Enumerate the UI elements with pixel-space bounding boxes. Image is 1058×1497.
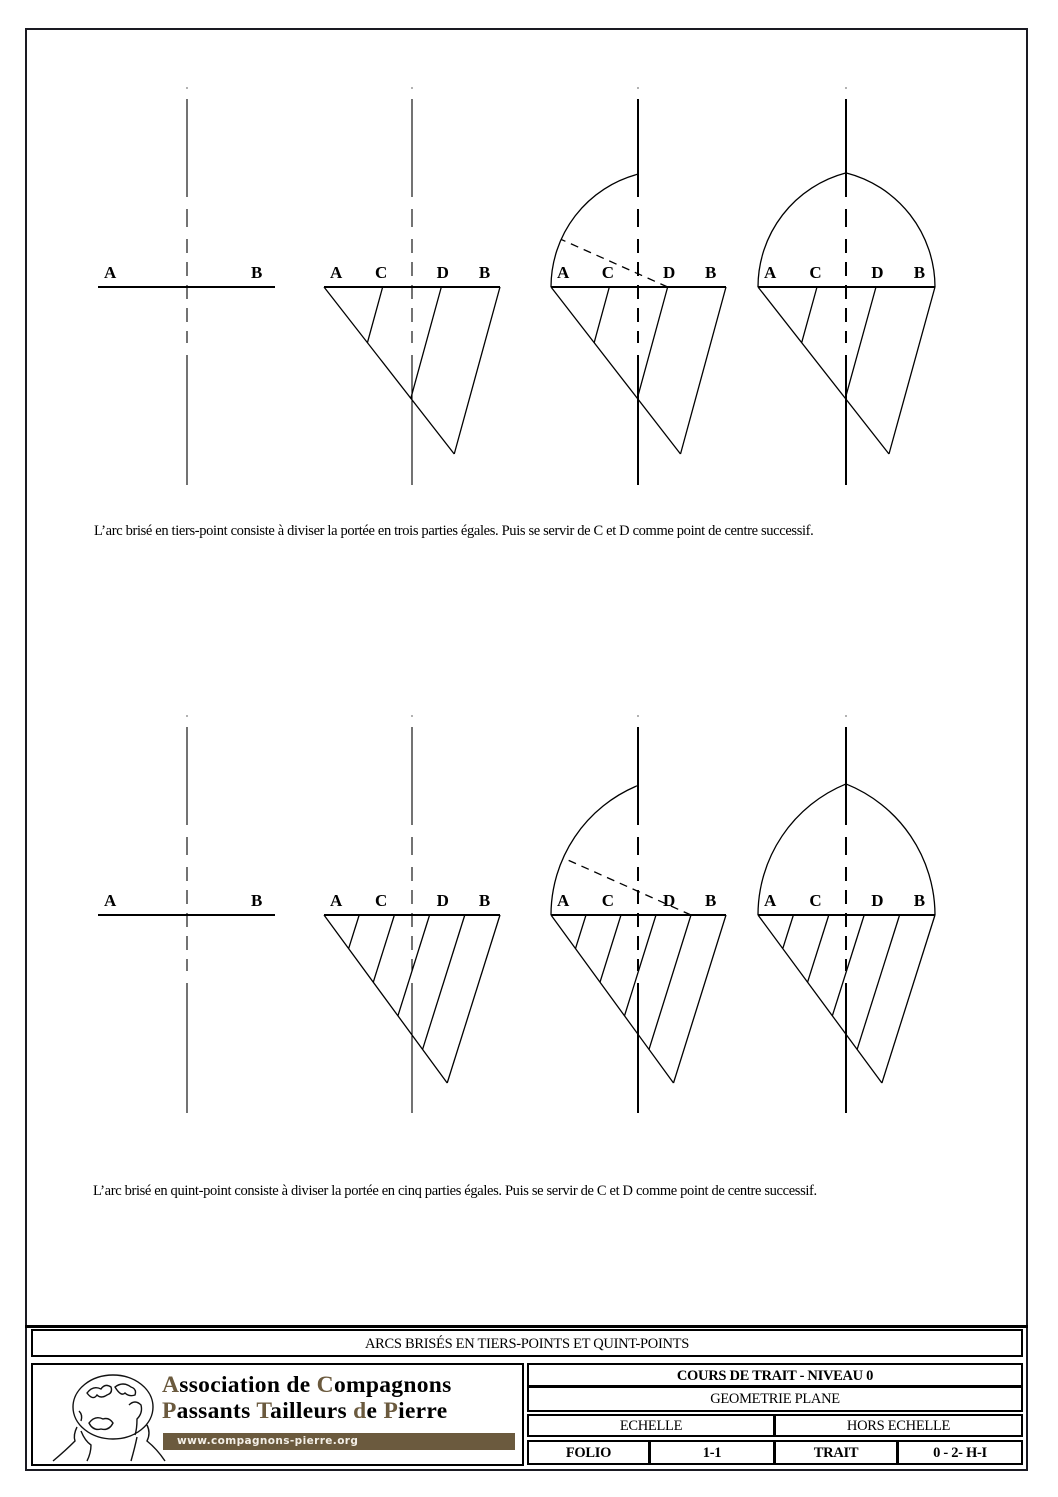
parallel-division-line [783, 915, 794, 949]
scale-label: ECHELLE [527, 1414, 775, 1437]
point-label-C: C [375, 263, 388, 282]
point-label-C: C [601, 263, 615, 282]
closing-line [447, 915, 500, 1083]
figure-step-1 [98, 87, 275, 485]
parallel-division-line [349, 915, 360, 949]
footer-divider [25, 1325, 1028, 1328]
figure-step-4 [758, 715, 935, 1113]
point-label-B: B [705, 891, 717, 910]
point-label-D: D [436, 263, 449, 282]
trait-label: TRAIT [774, 1440, 898, 1465]
point-label-B: B [705, 263, 717, 282]
figure-step-2 [324, 87, 500, 485]
point-label: A [104, 263, 117, 282]
closing-line [681, 287, 727, 454]
point-label-B: B [478, 263, 491, 282]
point-label: A [104, 891, 117, 910]
point-label-D: D [663, 891, 676, 910]
point-label-B: B [913, 263, 926, 282]
trait-value: 0 - 2- H-I [897, 1440, 1023, 1465]
point-label-A: A [764, 891, 777, 910]
point-label-D: D [871, 891, 884, 910]
dashed-radius [563, 858, 691, 915]
parallel-division-line [600, 915, 621, 982]
point-label-B: B [913, 891, 926, 910]
caption-tiers-point: L’arc brisé en tiers-point consiste à diviser la portée en trois parties égales. Puis se servir de C et D comme point de centre successif. [94, 523, 814, 539]
course-level: COURS DE TRAIT - NIVEAU 0 [527, 1363, 1023, 1388]
point-label-A: A [330, 263, 343, 282]
parallel-division-line [832, 915, 864, 1016]
logo-hands-globe-icon [51, 1371, 169, 1463]
point-label-A: A [557, 891, 570, 910]
figure-step-1 [98, 715, 275, 1113]
figure-step-3 [551, 715, 726, 1113]
title-block-info [527, 1363, 1023, 1466]
bottom-row-figures [98, 715, 935, 1113]
scale-value: HORS ECHELLE [774, 1414, 1023, 1437]
sheet-title: ARCS BRISÉS EN TIERS-POINTS ET QUINT-POINTS [31, 1329, 1023, 1357]
point-label-A: A [330, 891, 343, 910]
parallel-division-line [423, 915, 465, 1049]
parallel-division-line [649, 915, 691, 1049]
figure-step-4 [758, 87, 935, 485]
figure-step-2 [324, 715, 500, 1113]
parallel-division-line [411, 287, 442, 398]
point-label-A: A [557, 263, 570, 282]
logo-name-line2: Passants Tailleurs de Pierre [162, 1398, 448, 1424]
division-ray [551, 915, 674, 1083]
point-label-B: B [478, 891, 491, 910]
closing-line [889, 287, 935, 454]
parallel-division-line [625, 915, 657, 1016]
point-label: B [251, 263, 263, 282]
caption-quint-point: L’arc brisé en quint-point consiste à diviser la portée en cinq parties égales. Puis se servir de C et D comme point de centre successif. [93, 1183, 817, 1199]
point-label-D: D [663, 263, 676, 282]
parallel-division-line [367, 287, 382, 343]
parallel-division-line [802, 287, 817, 343]
top-row-figures [98, 87, 935, 485]
closing-line [674, 915, 727, 1083]
point-label-D: D [436, 891, 449, 910]
point-label-C: C [375, 891, 388, 910]
folio-value: 1-1 [649, 1440, 775, 1465]
parallel-division-line [398, 915, 430, 1016]
subject: GEOMETRIE PLANE [527, 1388, 1023, 1412]
point-label-D: D [871, 263, 884, 282]
division-ray [324, 915, 447, 1083]
point-label: B [251, 891, 263, 910]
figure-step-3 [551, 87, 726, 485]
parallel-division-line [373, 915, 394, 982]
logo-block [31, 1363, 524, 1466]
point-label-A: A [764, 263, 777, 282]
closing-line [882, 915, 935, 1083]
point-label-C: C [809, 891, 822, 910]
website-link[interactable]: www.compagnons-pierre.org [163, 1433, 515, 1450]
parallel-division-line [808, 915, 829, 982]
parallel-division-line [594, 287, 609, 343]
folio-label: FOLIO [527, 1440, 650, 1465]
dashed-radius [561, 239, 668, 287]
parallel-division-line [857, 915, 899, 1049]
logo-name-line1: Association de Compagnons [162, 1372, 452, 1398]
point-label-C: C [809, 263, 822, 282]
parallel-division-line [576, 915, 587, 949]
parallel-division-line [845, 287, 876, 398]
parallel-division-line [637, 287, 667, 398]
point-label-C: C [601, 891, 615, 910]
division-ray [758, 915, 882, 1083]
closing-line [454, 287, 500, 454]
